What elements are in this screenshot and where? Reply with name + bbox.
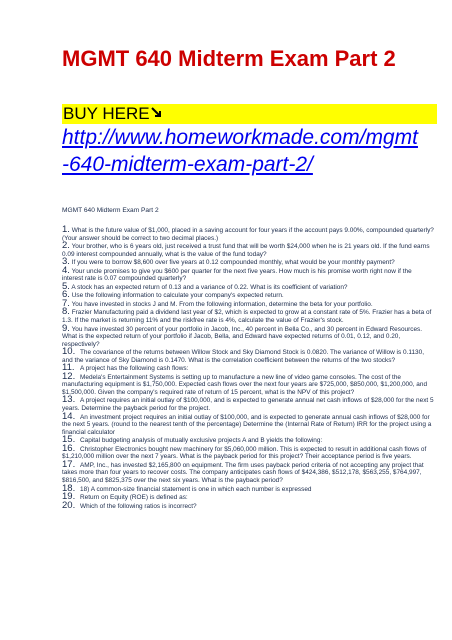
question-number: 3.	[62, 256, 70, 268]
question-number: 2.	[62, 240, 70, 252]
question-text: Capital budgeting analysis of mutually exclusive projects A and B yields the following:	[80, 437, 323, 445]
question-item	[62, 370, 434, 397]
question-item	[62, 396, 434, 412]
question-item	[62, 291, 434, 300]
buy-here-banner[interactable]	[62, 104, 437, 124]
question-item	[62, 493, 434, 502]
question-number: 20.	[62, 499, 76, 511]
question-text: If you were to borrow $8,600 over five years at 0.12 compounded monthly, what would be your monthly payment?	[69, 259, 395, 267]
question-text: Which of the following ratios is incorrect?	[80, 502, 197, 510]
product-link-line-2: -640-midterm-exam-part-2/	[62, 153, 313, 176]
question-item	[62, 258, 434, 267]
question-item	[62, 364, 434, 373]
arrow-down-right-icon	[151, 106, 163, 124]
product-link-line-1: http://www.homeworkmade.com/mgmt	[62, 126, 418, 149]
question-number: 4.	[62, 264, 70, 276]
question-item	[62, 226, 434, 242]
question-number: 17.	[62, 458, 76, 470]
question-number: 14.	[62, 410, 76, 422]
question-item	[62, 436, 434, 445]
document-title: MGMT 640 Midterm Exam Part 2	[62, 46, 396, 71]
question-number: 10.	[62, 346, 76, 358]
document-subtitle: MGMT 640 Midterm Exam Part 2	[62, 207, 159, 214]
question-number: 1.	[62, 224, 70, 235]
question-item	[62, 482, 434, 494]
question-text: What is the future value of $1,000, placed in a saving account for four years if the account pays 9.00%, compounded quarterly? (Your answer should be correct to two decimal places.)	[62, 227, 434, 242]
question-number: 5.	[62, 280, 70, 292]
question-number: 16.	[62, 442, 76, 454]
question-text: Frazier Manufacturing paid a dividend last year of $2, which is expected to grow at a constant rate of 5%. Frazier has a beta of 1.3. If the market is returning 11% and the riskfree rate is 4%, calculate the value of Frazier's stock.	[62, 309, 432, 325]
question-item	[62, 322, 434, 349]
question-item	[62, 297, 434, 309]
product-link[interactable]	[62, 124, 440, 178]
question-number: 19.	[62, 491, 76, 503]
question-text: A stock has an expected return of 0.13 and a variance of 0.22. What is its coefficient of variation?	[69, 283, 348, 291]
question-item	[62, 348, 434, 364]
question-text: Use the following information to calculate your company's expected return.	[69, 292, 284, 300]
question-item	[62, 458, 434, 485]
buy-here-label: BUY HERE	[63, 104, 150, 123]
question-text: A project has the following cash flows:	[80, 365, 189, 373]
question-number: 6.	[62, 289, 70, 301]
question-number: 13.	[62, 394, 76, 406]
question-number: 15.	[62, 434, 76, 446]
question-item	[62, 280, 434, 292]
question-text: Christopher Electronics bought new machinery for $5,060,000 million. This is expected to result in additional cash flows of $1,210,000 million over the next 7 years. What is the payback period for this project? Their acceptance period is five years.	[62, 445, 427, 461]
question-number: 8.	[62, 306, 70, 318]
question-number: 18.	[62, 482, 76, 494]
question-text: You have invested 30 percent of your portfolio in Jacob, Inc., 40 percent in Bella Co., and 30 percent in Edward Resources. What is the expected return of your portfolio if Jacob, Bella, and Edward have expected returns of 0.01, 0.12, and 0.20, respectively?	[62, 325, 423, 348]
question-number: 11.	[62, 362, 75, 374]
question-item	[62, 442, 434, 461]
question-item	[62, 242, 434, 258]
question-item	[62, 264, 434, 283]
question-list	[62, 226, 434, 510]
question-item	[62, 499, 434, 511]
question-text: Your uncle promises to give you $600 per quarter for the next five years. How much is his promise worth right now if the interest rate is 0.07 compounded quarterly?	[62, 267, 412, 283]
question-number: 9.	[62, 322, 70, 334]
question-item	[62, 308, 434, 324]
question-number: 12.	[62, 370, 76, 382]
question-item	[62, 410, 434, 437]
question-text: You have invested in stocks J and M. From the following information, determine the beta for your portfolio.	[69, 300, 373, 308]
question-text: A project requires an initial outlay of $100,000, and is expected to generate annual net cash inflows of $28,000 for the next 5 years. Determine the payback period for the project.	[62, 397, 434, 413]
question-text: 18) A common-size financial statement is one in which each number is expressed	[80, 485, 312, 493]
question-text: Your brother, who is 6 years old, just received a trust fund that will be worth $24,000 when he is 21 years old. If the fund earns 0.09 interest compounded annually, what is the value of the fund today?	[62, 243, 430, 258]
question-number: 7.	[62, 297, 70, 309]
question-text: AMP, Inc., has invested $2,165,800 on equipment. The firm uses payback period criteria of not accepting any project that takes more than four years to recover costs. The company anticipates cash flows of $424,386, $512,178, $563,255, $764,997, $816,500, and $825,375 over the next six years. What is the payback period?	[62, 461, 424, 484]
question-text: The covariance of the returns between Willow Stock and Sky Diamond Stock is 0.0820. The variance of Willow is 0.1130, and the variance of Sky Diamond is 0.1470. What is the correlation coefficient between the returns of the two stocks?	[62, 349, 424, 364]
question-text: Return on Equity (ROE) is defined as:	[80, 494, 188, 502]
question-text: An investment project requires an initial outlay of $100,000, and is expected to generate annual cash inflows of $28,000 for the next 5 years. (round to the nearest tenth of the percentage) Determine the (Internal Rate of Return) IRR for the project using a financial calculator	[62, 413, 432, 436]
question-text: Medela's Entertainment Systems is setting up to manufacture a new line of video game consoles. The cost of the manufacturing equipment is $1,750,000. Expected cash flows over the next four years are $725,000, $850,000, $1,200,000, and $1,500,000. Given the company's required rate of return of 15 percent, what is the NPV of this project?	[62, 373, 428, 396]
